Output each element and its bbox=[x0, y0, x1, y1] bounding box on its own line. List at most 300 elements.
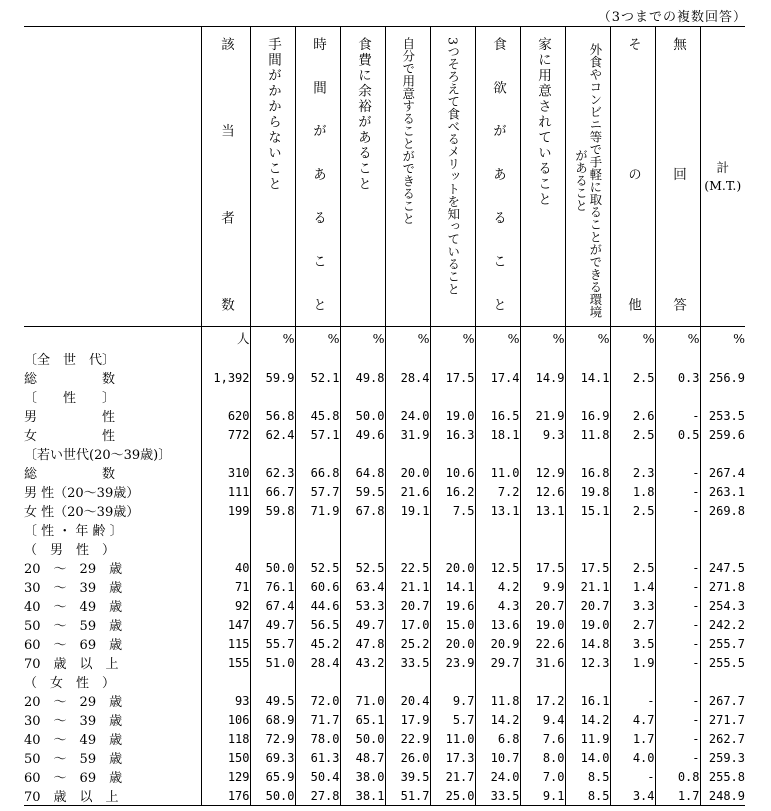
table-cell bbox=[385, 520, 430, 539]
table-cell: 59.5 bbox=[340, 482, 385, 501]
table-cell: 51.7 bbox=[385, 786, 430, 806]
table-cell: 4.2 bbox=[475, 577, 520, 596]
row-label bbox=[24, 767, 201, 786]
table-cell: - bbox=[655, 748, 700, 767]
table-cell: 53.3 bbox=[340, 596, 385, 615]
unit-label: % bbox=[655, 327, 700, 350]
table-cell: 242.2 bbox=[700, 615, 745, 634]
row-label bbox=[24, 444, 201, 463]
row-label bbox=[24, 786, 201, 806]
column-header bbox=[340, 27, 385, 327]
row-label bbox=[24, 539, 201, 558]
table-cell: - bbox=[610, 691, 655, 710]
unit-label: % bbox=[340, 327, 385, 350]
unit-label: % bbox=[475, 327, 520, 350]
table-cell bbox=[340, 539, 385, 558]
table-cell: 66.8 bbox=[295, 463, 340, 482]
table-cell: 48.7 bbox=[340, 748, 385, 767]
table-row bbox=[24, 691, 745, 710]
row-label-text: 60 ～ 69 歳 bbox=[24, 771, 123, 786]
table-cell bbox=[700, 539, 745, 558]
column-header-label: 時間があること bbox=[309, 37, 326, 313]
table-cell: 14.8 bbox=[565, 634, 610, 653]
table-cell bbox=[610, 349, 655, 368]
table-cell bbox=[295, 539, 340, 558]
table-cell: - bbox=[655, 615, 700, 634]
column-header-label: 手間がかからないこと bbox=[264, 37, 281, 192]
table-cell: 7.0 bbox=[520, 767, 565, 786]
table-cell: 33.5 bbox=[475, 786, 520, 806]
table-cell: 50.4 bbox=[295, 767, 340, 786]
table-cell: 2.5 bbox=[610, 368, 655, 387]
table-cell bbox=[340, 672, 385, 691]
table-cell bbox=[655, 349, 700, 368]
row-label bbox=[24, 463, 201, 482]
table-cell bbox=[430, 349, 475, 368]
table-cell: 72.9 bbox=[250, 729, 295, 748]
table-cell: 150 bbox=[201, 748, 250, 767]
table-cell: 16.9 bbox=[565, 406, 610, 425]
table-cell bbox=[520, 539, 565, 558]
table-cell: 31.9 bbox=[385, 425, 430, 444]
row-label-text: 総 数 bbox=[24, 372, 116, 387]
table-cell: 63.4 bbox=[340, 577, 385, 596]
table-row bbox=[24, 387, 745, 406]
table-cell: 33.5 bbox=[385, 653, 430, 672]
table-cell: - bbox=[655, 634, 700, 653]
table-cell: 45.2 bbox=[295, 634, 340, 653]
table-cell: 56.5 bbox=[295, 615, 340, 634]
table-cell bbox=[250, 387, 295, 406]
table-cell: 59.8 bbox=[250, 501, 295, 520]
table-cell bbox=[610, 387, 655, 406]
table-cell: 76.1 bbox=[250, 577, 295, 596]
table-cell: 19.8 bbox=[565, 482, 610, 501]
table-cell: 12.9 bbox=[520, 463, 565, 482]
table-cell bbox=[520, 444, 565, 463]
row-label bbox=[24, 368, 201, 387]
row-label-text: 20 ～ 29 歳 bbox=[24, 562, 123, 577]
row-label-text: 総 数 bbox=[24, 467, 116, 482]
table-cell: 269.8 bbox=[700, 501, 745, 520]
table-cell: 19.6 bbox=[430, 596, 475, 615]
table-cell: 28.4 bbox=[385, 368, 430, 387]
table-cell: 118 bbox=[201, 729, 250, 748]
row-label bbox=[24, 634, 201, 653]
table-cell: 39.5 bbox=[385, 767, 430, 786]
table-cell: 0.8 bbox=[655, 767, 700, 786]
table-cell bbox=[201, 349, 250, 368]
table-cell: - bbox=[655, 406, 700, 425]
table-cell: 18.1 bbox=[475, 425, 520, 444]
row-label-text: 〔 性 〕 bbox=[24, 391, 116, 406]
table-cell: 129 bbox=[201, 767, 250, 786]
column-header-label: 家に用意されていること bbox=[534, 37, 551, 208]
row-label bbox=[24, 558, 201, 577]
table-cell: 14.0 bbox=[565, 748, 610, 767]
table-cell: 259.3 bbox=[700, 748, 745, 767]
table-cell bbox=[385, 387, 430, 406]
table-cell: 23.9 bbox=[430, 653, 475, 672]
table-cell bbox=[655, 672, 700, 691]
column-header-label: 外食やコンビニ等で手軽に取ることができる環境があること bbox=[573, 42, 603, 318]
table-cell: 256.9 bbox=[700, 368, 745, 387]
column-header-label: 無回答 bbox=[669, 37, 686, 313]
table-cell: 66.7 bbox=[250, 482, 295, 501]
table-cell: 3.5 bbox=[610, 634, 655, 653]
table-cell bbox=[201, 444, 250, 463]
table-cell: 17.5 bbox=[565, 558, 610, 577]
table-cell: 10.7 bbox=[475, 748, 520, 767]
table-cell: 115 bbox=[201, 634, 250, 653]
table-row bbox=[24, 406, 745, 425]
table-cell: 176 bbox=[201, 786, 250, 806]
table-cell: 40 bbox=[201, 558, 250, 577]
column-header bbox=[475, 27, 520, 327]
table-cell: 2.3 bbox=[610, 463, 655, 482]
table-row bbox=[24, 748, 745, 767]
table-row bbox=[24, 729, 745, 748]
table-cell bbox=[430, 520, 475, 539]
table-cell: 16.1 bbox=[565, 691, 610, 710]
table-cell bbox=[655, 539, 700, 558]
table-cell: 16.8 bbox=[565, 463, 610, 482]
table-row bbox=[24, 672, 745, 691]
table-row bbox=[24, 558, 745, 577]
table-cell: 62.3 bbox=[250, 463, 295, 482]
table-cell: 253.5 bbox=[700, 406, 745, 425]
table-cell: 267.7 bbox=[700, 691, 745, 710]
row-label bbox=[24, 653, 201, 672]
table-cell: - bbox=[655, 596, 700, 615]
table-cell bbox=[250, 520, 295, 539]
column-header-label: その他 bbox=[624, 37, 641, 313]
row-label bbox=[24, 349, 201, 368]
table-cell: - bbox=[655, 691, 700, 710]
table-cell: 24.0 bbox=[475, 767, 520, 786]
table-cell: 57.1 bbox=[295, 425, 340, 444]
table-cell: 11.8 bbox=[565, 425, 610, 444]
table-cell bbox=[565, 387, 610, 406]
column-header bbox=[610, 27, 655, 327]
table-cell: 12.5 bbox=[475, 558, 520, 577]
table-cell: 71 bbox=[201, 577, 250, 596]
table-cell: 22.5 bbox=[385, 558, 430, 577]
table-cell: - bbox=[655, 501, 700, 520]
table-cell: 29.7 bbox=[475, 653, 520, 672]
table-cell: 271.8 bbox=[700, 577, 745, 596]
table-row bbox=[24, 520, 745, 539]
row-label-text: 30 ～ 39 歳 bbox=[24, 714, 123, 729]
table-cell bbox=[250, 349, 295, 368]
table-cell: 248.9 bbox=[700, 786, 745, 806]
column-header-label: 3つそろえて食べるメリットを知っていること bbox=[445, 37, 461, 295]
table-row bbox=[24, 463, 745, 482]
row-label-text: 男 性 bbox=[24, 410, 116, 425]
column-header bbox=[295, 27, 340, 327]
table-cell: 259.6 bbox=[700, 425, 745, 444]
table-cell bbox=[295, 387, 340, 406]
table-cell bbox=[201, 672, 250, 691]
table-cell: 21.1 bbox=[565, 577, 610, 596]
table-cell: 25.0 bbox=[430, 786, 475, 806]
table-cell: 93 bbox=[201, 691, 250, 710]
table-cell: 22.9 bbox=[385, 729, 430, 748]
table-row bbox=[24, 634, 745, 653]
table-cell: 11.0 bbox=[475, 463, 520, 482]
table-cell: 20.4 bbox=[385, 691, 430, 710]
table-cell bbox=[475, 387, 520, 406]
table-cell bbox=[520, 520, 565, 539]
row-label bbox=[24, 596, 201, 615]
table-cell: 59.9 bbox=[250, 368, 295, 387]
table-cell bbox=[565, 520, 610, 539]
table-cell: 2.5 bbox=[610, 558, 655, 577]
table-cell: 62.4 bbox=[250, 425, 295, 444]
unit-label: % bbox=[565, 327, 610, 350]
stub-header bbox=[24, 27, 201, 327]
table-cell: 20.7 bbox=[520, 596, 565, 615]
table-cell: 7.6 bbox=[520, 729, 565, 748]
table-cell: 7.5 bbox=[430, 501, 475, 520]
table-cell: 16.2 bbox=[430, 482, 475, 501]
table-cell bbox=[610, 520, 655, 539]
table-cell: 3.3 bbox=[610, 596, 655, 615]
table-cell: 8.5 bbox=[565, 786, 610, 806]
table-cell: 50.0 bbox=[250, 558, 295, 577]
table-cell: 13.1 bbox=[520, 501, 565, 520]
table-cell: 49.7 bbox=[340, 615, 385, 634]
table-cell bbox=[700, 387, 745, 406]
row-label bbox=[24, 501, 201, 520]
table-cell: 16.3 bbox=[430, 425, 475, 444]
column-header bbox=[430, 27, 475, 327]
unit-label: % bbox=[295, 327, 340, 350]
column-header-label: 計 (M.T.) bbox=[704, 160, 742, 193]
table-body bbox=[24, 349, 745, 806]
table-cell: 1,392 bbox=[201, 368, 250, 387]
table-cell: 14.2 bbox=[475, 710, 520, 729]
table-cell: 620 bbox=[201, 406, 250, 425]
table-cell: - bbox=[610, 767, 655, 786]
table-cell bbox=[430, 387, 475, 406]
table-cell: 1.8 bbox=[610, 482, 655, 501]
table-cell: 20.7 bbox=[565, 596, 610, 615]
table-cell: 14.1 bbox=[565, 368, 610, 387]
table-cell: 50.0 bbox=[340, 406, 385, 425]
table-cell: 4.7 bbox=[610, 710, 655, 729]
table-cell: 49.8 bbox=[340, 368, 385, 387]
table-cell: 0.5 bbox=[655, 425, 700, 444]
table-cell: 51.0 bbox=[250, 653, 295, 672]
table-cell bbox=[430, 672, 475, 691]
table-cell: 16.5 bbox=[475, 406, 520, 425]
table-cell: 22.6 bbox=[520, 634, 565, 653]
table-cell: 111 bbox=[201, 482, 250, 501]
table-cell bbox=[295, 444, 340, 463]
row-label bbox=[24, 406, 201, 425]
table-cell: 11.9 bbox=[565, 729, 610, 748]
table-cell bbox=[610, 539, 655, 558]
table-cell: 9.9 bbox=[520, 577, 565, 596]
row-label bbox=[24, 425, 201, 444]
table-cell: 155 bbox=[201, 653, 250, 672]
table-cell bbox=[475, 520, 520, 539]
table-cell bbox=[565, 672, 610, 691]
row-label-text: 40 ～ 49 歳 bbox=[24, 600, 123, 615]
survey-table bbox=[24, 26, 745, 806]
table-cell: 19.0 bbox=[520, 615, 565, 634]
table-cell: 2.6 bbox=[610, 406, 655, 425]
table-cell bbox=[250, 444, 295, 463]
table-cell: 60.6 bbox=[295, 577, 340, 596]
table-cell bbox=[700, 444, 745, 463]
column-header bbox=[520, 27, 565, 327]
row-label-text: 60 ～ 69 歳 bbox=[24, 638, 123, 653]
table-cell: 92 bbox=[201, 596, 250, 615]
column-header bbox=[700, 27, 745, 327]
table-cell: 14.2 bbox=[565, 710, 610, 729]
table-cell: 10.6 bbox=[430, 463, 475, 482]
table-cell: 26.0 bbox=[385, 748, 430, 767]
table-row bbox=[24, 501, 745, 520]
table-cell: 31.6 bbox=[520, 653, 565, 672]
table-cell: 271.7 bbox=[700, 710, 745, 729]
table-cell: 20.0 bbox=[430, 558, 475, 577]
table-cell: 267.4 bbox=[700, 463, 745, 482]
table-cell: 19.0 bbox=[565, 615, 610, 634]
table-cell: 4.3 bbox=[475, 596, 520, 615]
table-cell: 4.0 bbox=[610, 748, 655, 767]
row-label bbox=[24, 482, 201, 501]
table-cell: 17.4 bbox=[475, 368, 520, 387]
table-cell: 57.7 bbox=[295, 482, 340, 501]
row-label bbox=[24, 710, 201, 729]
table-cell: 6.8 bbox=[475, 729, 520, 748]
multiple-answer-note: （3つまでの複数回答） bbox=[597, 10, 747, 25]
table-cell: 263.1 bbox=[700, 482, 745, 501]
table-cell: 52.1 bbox=[295, 368, 340, 387]
table-cell: 20.0 bbox=[385, 463, 430, 482]
table-cell: - bbox=[655, 463, 700, 482]
table-cell bbox=[295, 349, 340, 368]
table-cell bbox=[250, 672, 295, 691]
column-header-label: 該当者数 bbox=[217, 37, 234, 313]
table-cell bbox=[565, 444, 610, 463]
table-cell bbox=[700, 349, 745, 368]
table-cell: 67.4 bbox=[250, 596, 295, 615]
table-cell bbox=[700, 520, 745, 539]
table-cell: 15.0 bbox=[430, 615, 475, 634]
table-cell: 19.0 bbox=[430, 406, 475, 425]
table-cell: 64.8 bbox=[340, 463, 385, 482]
row-label bbox=[24, 577, 201, 596]
table-row bbox=[24, 596, 745, 615]
table-cell bbox=[430, 444, 475, 463]
table-cell: 1.7 bbox=[610, 729, 655, 748]
table-cell: - bbox=[655, 482, 700, 501]
table-cell: 9.7 bbox=[430, 691, 475, 710]
table-cell bbox=[385, 672, 430, 691]
table-cell: 50.0 bbox=[340, 729, 385, 748]
table-cell bbox=[340, 520, 385, 539]
column-header bbox=[655, 27, 700, 327]
table-cell bbox=[385, 349, 430, 368]
table-cell bbox=[475, 444, 520, 463]
row-label bbox=[24, 691, 201, 710]
table-cell: 20.0 bbox=[430, 634, 475, 653]
row-label-text: 70 歳 以 上 bbox=[24, 657, 119, 672]
table-cell: 65.1 bbox=[340, 710, 385, 729]
table-cell bbox=[340, 349, 385, 368]
unit-label: % bbox=[250, 327, 295, 350]
table-row bbox=[24, 539, 745, 558]
table-cell: 38.0 bbox=[340, 767, 385, 786]
row-label-text: （ 男 性 ） bbox=[24, 543, 116, 558]
table-row bbox=[24, 786, 745, 806]
table-cell: 9.3 bbox=[520, 425, 565, 444]
table-cell bbox=[250, 539, 295, 558]
table-cell bbox=[295, 520, 340, 539]
table-cell: 17.5 bbox=[430, 368, 475, 387]
table-cell: 21.6 bbox=[385, 482, 430, 501]
table-cell: 2.5 bbox=[610, 501, 655, 520]
table-cell: 38.1 bbox=[340, 786, 385, 806]
column-header-label: 食欲があること bbox=[489, 37, 506, 313]
column-header bbox=[385, 27, 430, 327]
unit-label: % bbox=[610, 327, 655, 350]
table-cell: 255.8 bbox=[700, 767, 745, 786]
table-cell bbox=[475, 672, 520, 691]
row-label bbox=[24, 672, 201, 691]
table-cell: 9.1 bbox=[520, 786, 565, 806]
table-cell: 8.5 bbox=[565, 767, 610, 786]
table-cell: 21.9 bbox=[520, 406, 565, 425]
table-cell bbox=[610, 444, 655, 463]
table-cell: 11.0 bbox=[430, 729, 475, 748]
table-cell: 20.9 bbox=[475, 634, 520, 653]
table-cell: 255.5 bbox=[700, 653, 745, 672]
row-label-text: 70 歳 以 上 bbox=[24, 790, 119, 805]
table-cell: 49.7 bbox=[250, 615, 295, 634]
table-cell: 1.9 bbox=[610, 653, 655, 672]
table-cell: 1.4 bbox=[610, 577, 655, 596]
table-cell: 9.4 bbox=[520, 710, 565, 729]
table-cell: 68.9 bbox=[250, 710, 295, 729]
table-cell: 65.9 bbox=[250, 767, 295, 786]
table-cell: 11.8 bbox=[475, 691, 520, 710]
row-label-text: 30 ～ 39 歳 bbox=[24, 581, 123, 596]
row-label-text: （ 女 性 ） bbox=[24, 676, 116, 691]
table-cell bbox=[201, 387, 250, 406]
table-cell: 199 bbox=[201, 501, 250, 520]
table-cell: - bbox=[655, 729, 700, 748]
table-cell: 44.6 bbox=[295, 596, 340, 615]
table-cell: 71.0 bbox=[340, 691, 385, 710]
table-cell: 0.3 bbox=[655, 368, 700, 387]
table-cell: 27.8 bbox=[295, 786, 340, 806]
table-cell: 17.0 bbox=[385, 615, 430, 634]
row-label-text: 50 ～ 59 歳 bbox=[24, 619, 123, 634]
table-cell bbox=[385, 444, 430, 463]
table-cell bbox=[201, 520, 250, 539]
row-label-text: 女 性（20～39歳） bbox=[24, 505, 140, 520]
table-cell: 43.2 bbox=[340, 653, 385, 672]
table-cell: 19.1 bbox=[385, 501, 430, 520]
column-header-label: 自分で用意することができること bbox=[400, 37, 416, 225]
table-cell bbox=[430, 539, 475, 558]
table-cell: 3.4 bbox=[610, 786, 655, 806]
